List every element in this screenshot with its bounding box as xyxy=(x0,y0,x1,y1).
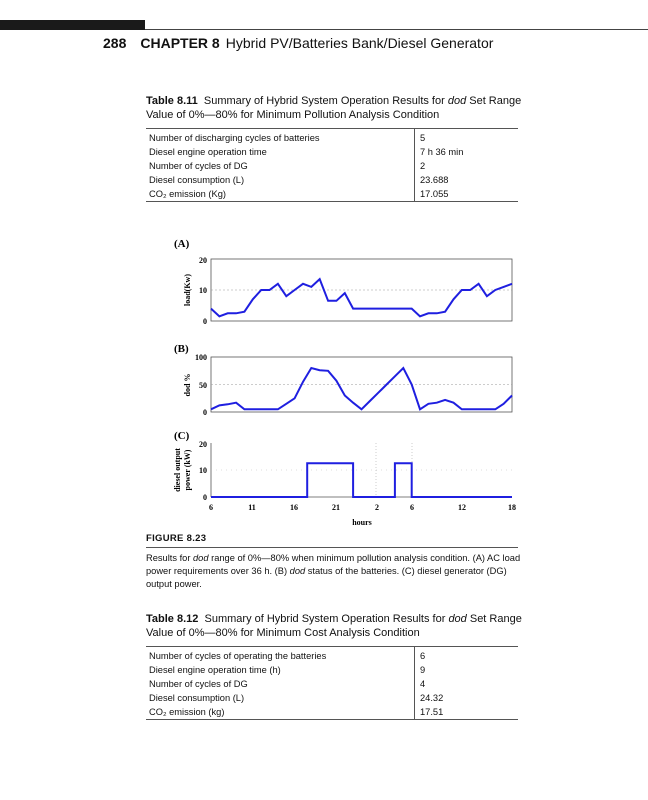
tick-label: 2 xyxy=(375,503,379,512)
row-value: 5 xyxy=(415,129,519,146)
x-axis-label: hours xyxy=(352,518,372,527)
tick-label: 0 xyxy=(203,317,207,326)
table-8-11-caption xyxy=(146,94,546,122)
y-axis-label: load(Kw) xyxy=(183,274,192,306)
row-label: Diesel engine operation time xyxy=(149,147,267,157)
series-line xyxy=(211,279,512,316)
table-row xyxy=(146,705,518,720)
row-label: Number of cycles of DG xyxy=(149,161,248,171)
tick-label: 16 xyxy=(290,503,298,512)
panel-b xyxy=(174,343,512,417)
y-axis-label: diesel outputpower (kW) xyxy=(173,448,192,492)
row-label: Diesel consumption (L) xyxy=(149,175,245,185)
row-label: Number of cycles of DG xyxy=(149,679,248,689)
page-number: 288 xyxy=(103,35,127,51)
tick-label: 0 xyxy=(203,493,207,502)
panel-label: (C) xyxy=(174,430,190,442)
row-value: 2 xyxy=(415,159,519,173)
tick-label: 18 xyxy=(508,503,516,512)
table-label: Table 8.12 xyxy=(146,613,199,625)
tick-label: 20 xyxy=(199,256,207,265)
y-axis-label: dod % xyxy=(183,373,192,397)
table-row xyxy=(146,647,518,664)
table-row xyxy=(146,691,518,705)
tick-label: 21 xyxy=(332,503,340,512)
caption-text: Set Range Value of 0%—80% for Minimum Pollution Analysis Condition xyxy=(146,95,522,121)
tick-label: 6 xyxy=(410,503,414,512)
caption-text: Results for xyxy=(146,553,194,563)
table-label: Table 8.11 xyxy=(146,95,198,107)
row-label: CO₂ emission (kg) xyxy=(149,707,225,717)
x-tick-labels xyxy=(209,503,516,512)
row-label: Number of cycles of operating the batteries xyxy=(149,651,327,661)
caption-text: range of 0%—80% when minimum pollution analysis condition. (A) AC load power requirements over 36 h. (B) xyxy=(146,553,521,576)
panel-a xyxy=(174,238,512,326)
table-8-12 xyxy=(146,646,518,720)
top-bar-decoration xyxy=(0,20,145,30)
tick-label: 10 xyxy=(199,466,207,475)
top-rule xyxy=(145,29,648,30)
row-value: 23.688 xyxy=(415,173,519,187)
row-label: Diesel engine operation time (h) xyxy=(149,665,281,675)
caption-text: Summary of Hybrid System Operation Results for xyxy=(203,95,448,107)
panel-label: (A) xyxy=(174,238,190,250)
table-row xyxy=(146,677,518,691)
row-value: 17.51 xyxy=(415,705,519,720)
table-row xyxy=(146,159,518,173)
tick-label: 50 xyxy=(199,381,207,390)
table-8-12-caption xyxy=(146,612,546,640)
caption-text: status of the batteries. (C) diesel generator (DG) output power. xyxy=(146,566,507,589)
row-value: 7 h 36 min xyxy=(415,145,519,159)
tick-label: 100 xyxy=(195,353,207,362)
table-row xyxy=(146,173,518,187)
series-line xyxy=(211,368,512,409)
chapter-label: CHAPTER 8 xyxy=(140,35,220,51)
chapter-title: Hybrid PV/Batteries Bank/Diesel Generator xyxy=(225,35,494,51)
row-value: 9 xyxy=(415,663,519,677)
figure-caption-rule xyxy=(146,547,518,548)
row-label: Number of discharging cycles of batteries xyxy=(149,133,320,143)
tick-label: 0 xyxy=(203,408,207,417)
caption-text: Set Range Value of 0%—80% for Minimum Cost Analysis Condition xyxy=(146,613,522,639)
table-8-11 xyxy=(146,128,518,202)
row-value: 4 xyxy=(415,677,519,691)
row-value: 24.32 xyxy=(415,691,519,705)
caption-emph: dod xyxy=(448,613,467,625)
row-value: 17.055 xyxy=(415,187,519,202)
page-header xyxy=(103,35,493,51)
caption-text: Summary of Hybrid System Operation Results for xyxy=(204,613,449,625)
tick-label: 12 xyxy=(458,503,466,512)
row-value: 6 xyxy=(415,647,519,664)
row-label: CO₂ emission (Kg) xyxy=(149,189,226,199)
series-line xyxy=(211,463,512,497)
caption-emph: dod xyxy=(447,95,467,107)
panel-c xyxy=(173,430,516,527)
figure-8-23-charts xyxy=(0,230,648,530)
caption-emph: dod xyxy=(289,566,306,576)
tick-label: 11 xyxy=(248,503,256,512)
table-row xyxy=(146,129,518,146)
figure-caption xyxy=(146,552,522,591)
row-label: Diesel consumption (L) xyxy=(149,693,245,703)
table-row xyxy=(146,145,518,159)
panel-label: (B) xyxy=(174,343,189,355)
table-row xyxy=(146,187,518,202)
figure-label: FIGURE 8.23 xyxy=(146,533,207,544)
tick-label: 10 xyxy=(199,286,207,295)
table-row xyxy=(146,663,518,677)
caption-emph: dod xyxy=(193,553,209,563)
tick-label: 20 xyxy=(199,440,207,449)
tick-label: 6 xyxy=(209,503,213,512)
